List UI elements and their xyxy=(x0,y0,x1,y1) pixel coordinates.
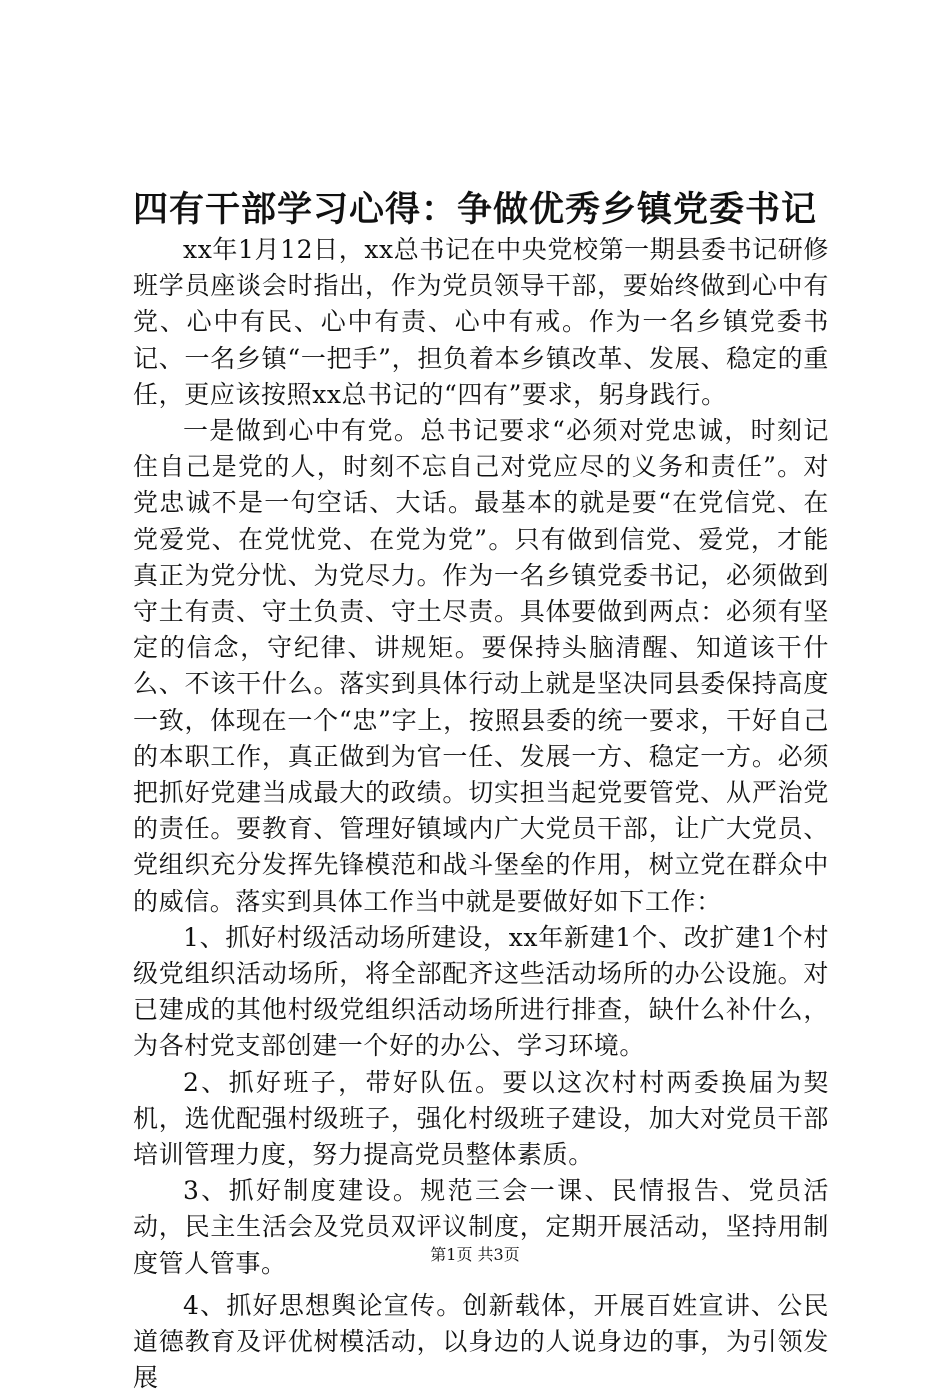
paragraph-item-1: 1、抓好村级活动场所建设，xx年新建1个、改扩建1个村级党组织活动场所，将全部配齐这些活动场所的办公设施。对已建成的其他村级党组织活动场所进行排查，缺什么补什么，为各村党支部创建一个好的办公、学习环境。 xyxy=(133,922,829,1061)
paragraph-intro: xx年1月12日，xx总书记在中央党校第一期县委书记研修班学员座谈会时指出，作为党员领导干部，要始终做到心中有党、心中有民、心中有责、心中有戒。作为一名乡镇党委书记、一名乡镇“一把手”，担负着本乡镇改革、发展、稳定的重任，更应该按照xx总书记的“四有”要求，躬身践行。 xyxy=(133,235,829,409)
paragraph-point-one: 一是做到心中有党。总书记要求“必须对党忠诚，时刻记住自己是党的人，时刻不忘自己对党应尽的义务和责任”。对党忠诚不是一句空话、大话。最基本的就是要“在党信党、在党爱党、在党忧党、在党为党”。只有做到信党、爱党，才能真正为党分忧、为党尽力。作为一名乡镇党委书记，必须做到守土有责、守土负责、守土尽责。具体要做到两点：必须有坚定的信念，守纪律、讲规矩。要保持头脑清醒、知道该干什么、不该干什么。落实到具体行动上就是坚决同县委保持高度一致，体现在一个“忠”字上，按照县委的统一要求，干好自己的本职工作，真正做到为官一任、发展一方、稳定一方。必须把抓好党建当成最大的政绩。切实担当起党要管党、从严治党的责任。要教育、管理好镇域内广大党员干部，让广大党员、党组织充分发挥先锋模范和战斗堡垒的作用，树立党在群众中的威信。落实到具体工作当中就是要做好如下工作： xyxy=(133,416,829,916)
document-title: 四有干部学习心得：争做优秀乡镇党委书记 xyxy=(132,189,817,230)
paragraph-item-4: 4、抓好思想舆论宣传。创新载体，开展百姓宣讲、公民道德教育及评优树模活动，以身边的人说身边的事，为引领发展 xyxy=(133,1290,829,1393)
paragraph-item-3: 3、抓好制度建设。规范三会一课、民情报告、党员活动，民主生活会及党员双评议制度，定期开展活动，坚持用制度管人管事。 xyxy=(133,1176,829,1278)
page-number-footer: 第1页 共3页 xyxy=(430,1245,520,1264)
paragraph-item-2: 2、抓好班子，带好队伍。要以这次村村两委换届为契机，选优配强村级班子，强化村级班子建设，加大对党员干部培训管理力度，努力提高党员整体素质。 xyxy=(133,1067,829,1170)
document-body xyxy=(133,232,829,1397)
